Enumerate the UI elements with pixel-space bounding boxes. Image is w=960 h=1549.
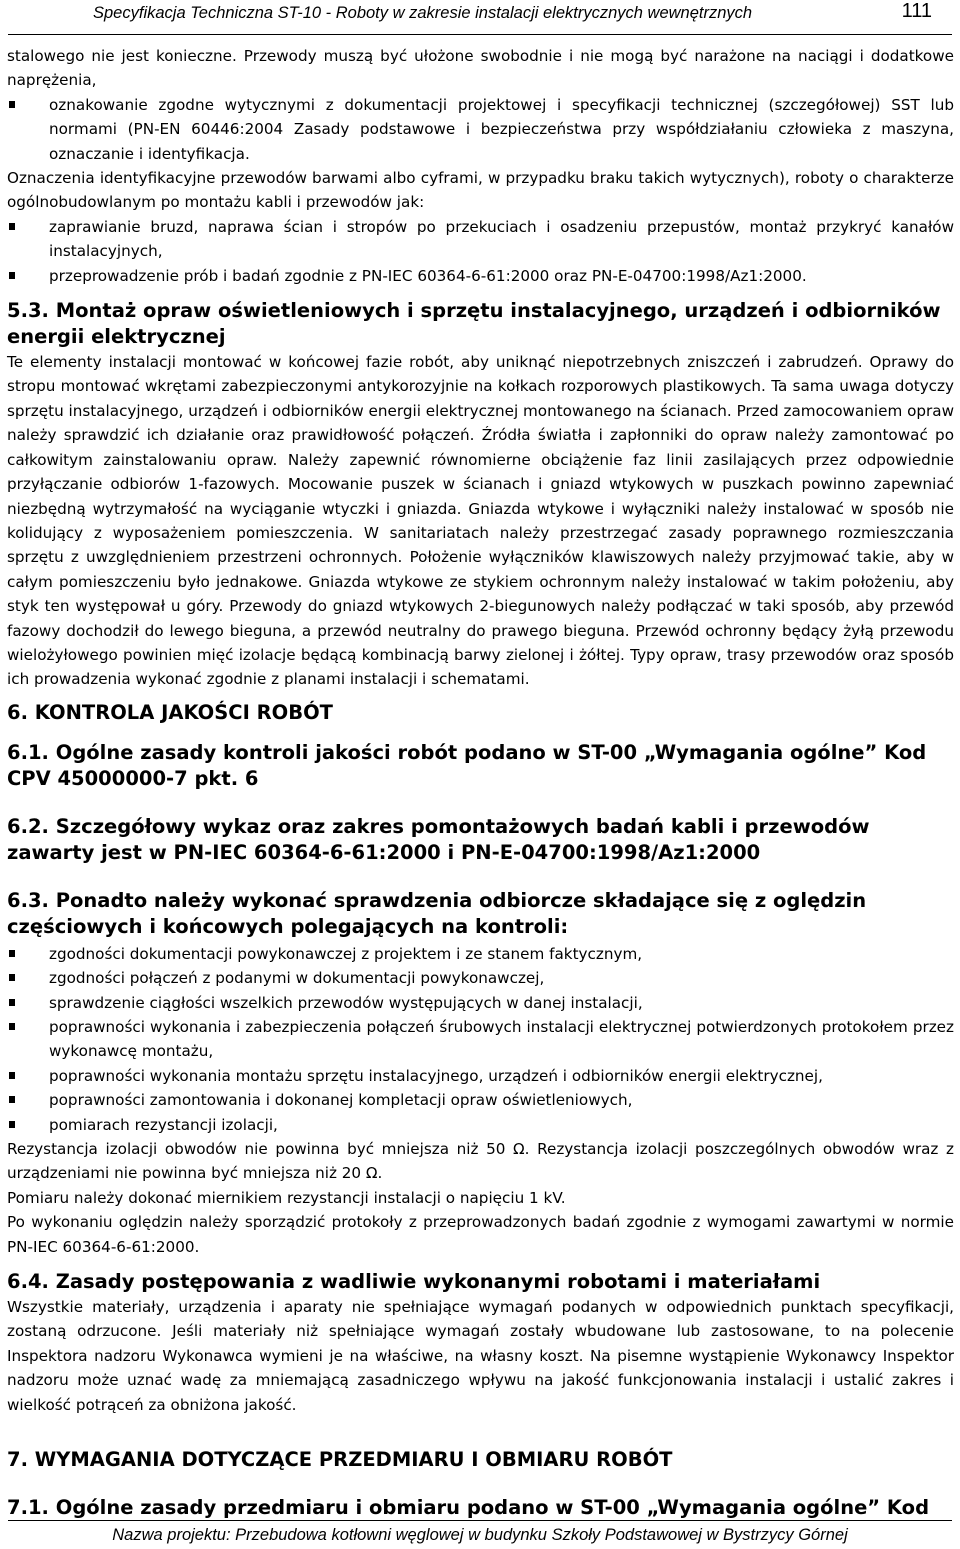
heading-6-3: 6.3. Ponadto należy wykonać sprawdzenia odbiorcze składające się z oględzin częściowych i końcowych polegających na kontroli: xyxy=(7,888,867,938)
bullet-item: zaprawianie bruzd, naprawa ścian i stropów po przekuciach i osadzeniu przepustów, montaż przykryć kanałów instalacyjnych, xyxy=(7,215,954,264)
heading-6-4: 6.4. Zasady postępowania z wadliwie wykonanymi robotami i materiałami xyxy=(7,1270,821,1294)
document-body xyxy=(7,44,954,1521)
paragraph-identification: Oznaczenia identyfikacyjne przewodów barwami albo cyframi, w przypadku braku takich wytycznych), roboty o charakterze ogólnobudowlanym po montażu kabli i przewodów jak: xyxy=(7,169,954,212)
bullet-item: poprawności zamontowania i dokonanej kompletacji opraw oświetleniowych, xyxy=(7,1088,954,1112)
paragraph-6-4: Wszystkie materiały, urządzenia i aparaty nie spełniające wymagań podanych w odpowiednich punktach specyfikacji, zostaną odrzucone. Jeśli materiały niż spełniające wymagań zostały wbudowane lub zastosowane, to na polecenie Inspektora nadzoru Wykonawca wymieni je na właściwe, na własny koszt. Na pisemne wystąpienie Wykonawcy Inspektor nadzoru może uznać wadę za mniemającą zasadniczego wpływu na jakość funkcjonowania instalacji i ustalić zakres i wielkość potrąceń za obniżona jakość. xyxy=(7,1298,954,1414)
page-number: 111 xyxy=(901,0,932,22)
heading-6-2: 6.2. Szczegółowy wykaz oraz zakres pomontażowych badań kabli i przewodów zawarty jest w PN-IEC 60364-6-61:2000 i PN-E-04700:1998/Az1:2000 xyxy=(7,814,870,864)
bullet-item: sprawdzenie ciągłości wszelkich przewodów występujących w danej instalacji, xyxy=(7,991,954,1015)
heading-5-3: 5.3. Montaż opraw oświetleniowych i sprzętu instalacyjnego, urządzeń i odbiorników energii elektrycznej xyxy=(7,299,941,349)
bullet-item: poprawności wykonania i zabezpieczenia połączeń śrubowych instalacji elektrycznej potwierdzonych protokołem przez wykonawcę montażu, xyxy=(7,1015,954,1064)
bullet-item: poprawności wykonania montażu sprzętu instalacyjnego, urządzeń i odbiorników energii elektrycznej, xyxy=(7,1064,954,1088)
bullet-item: zgodności połączeń z podanymi w dokumentacji powykonawczej, xyxy=(7,966,954,990)
bullet-marking: oznakowanie zgodne wytycznymi z dokumentacji projektowej i specyfikacji technicznej (szczegółowej) SST lub normami (PN-EN 60446:2004 Zasady podstawowe i bezpieczeństwa przy współdziałaniu człowieka z maszyna, oznaczanie i identyfikacja. xyxy=(7,93,954,166)
header-title: Specyfikacja Techniczna ST-10 - Roboty w zakresie instalacji elektrycznych wewnętrznych xyxy=(93,4,753,22)
heading-7: 7. WYMAGANIA DOTYCZĄCE PRZEDMIARU I OBMIARU ROBÓT xyxy=(7,1448,673,1472)
paragraph-protocols: Po wykonaniu oględzin należy sporządzić protokoły z przeprowadzonych badań zgodnie z wymogami zawartymi w normie PN-IEC 60364-6-61:2000. xyxy=(7,1213,954,1256)
page-footer: Nazwa projektu: Przebudowa kotłowni węglowej w budynku Szkoły Podstawowej w Bystrzycy Górnej xyxy=(8,1520,952,1545)
paragraph-resistance: Rezystancja izolacji obwodów nie powinna być mniejsza niż 50 Ω. Rezystancja izolacji poszczególnych obwodów wraz z urządzeniami nie powinna być mniejsza niż 20 Ω. xyxy=(7,1140,954,1183)
inspection-list xyxy=(7,942,954,1137)
paragraph-5-3: Te elementy instalacji montować w końcowej fazie robót, aby uniknąć niepotrzebnych zniszczeń i zabrudzeń. Oprawy do stropu montować wkrętami zabezpieczonymi antykorozyjnie na kołkach rozporowych plastikowych. Ta sama uwaga dotyczy sprzętu instalacyjnego, urządzeń i odbiorników energii elektrycznej montowanego na ścianach. Przed zamocowaniem opraw należy sprawdzić ich działanie oraz prawidłowość połączeń. Źródła światła i zapłonniki do opraw należy zamontować po całkowitym zainstalowaniu opraw. Należy zapewnić równomierne obciążenie faz linii zasilających przez odpowiednie przyłączanie odbiorów 1-fazowych. Mocowanie puszek w ścianach i gniazd wtykowych w puszkach powinno zapewniać niezbędną wytrzymałość na wyciąganie wtyczki i gniazda. Gniazda wtykowe i wyłączniki należy instalować w sposób nie kolidujący z wyposażeniem pomieszczenia. W sanitariatach należy przestrzegać zasady poprawnego rozmieszczania sprzętu z uwzględnieniem przestrzeni ochronnych. Położenie wyłączników klawiszowych należy przyjmować takie, aby w całym pomieszczeniu było jednakowe. Gniazda wtykowe ze stykiem ochronnym należy instalować w takim położeniu, aby styk ten występował u góry. Przewody do gniazd wtykowych 2-biegunowych należy podłączać w taki sposób, aby przewód fazowy dochodził do lewego bieguna, a przewód neutralny do prawego bieguna. Przewód ochronny będący żyłą przewodu wielożyłowego powinien mięć izolacje będącą kombinacją barwy zielonej i żółtej. Typy opraw, trasy przewodów oraz sposób ich prowadzenia wykonać zgodnie z planami instalacji i schematami. xyxy=(7,353,954,689)
bullet-item: zgodności dokumentacji powykonawczej z projektem i ze stanem faktycznym, xyxy=(7,942,954,966)
paragraph-continuation: stalowego nie jest konieczne. Przewody muszą być ułożone swobodnie i nie mogą być narażone na naciągi i dodatkowe naprężenia, xyxy=(7,47,954,90)
paragraph-measurement: Pomiaru należy dokonać miernikiem rezystancji instalacji o napięciu 1 kV. xyxy=(7,1188,566,1207)
bullet-item: przeprowadzenie prób i badań zgodnie z PN-IEC 60364-6-61:2000 oraz PN-E-04700:1998/Az1:2000. xyxy=(7,264,954,288)
heading-6-1: 6.1. Ogólne zasady kontroli jakości robót podano w ST-00 „Wymagania ogólne” Kod CPV 45000000-7 pkt. 6 xyxy=(7,740,927,790)
page-header xyxy=(8,0,952,35)
bullet-item: pomiarach rezystancji izolacji, xyxy=(7,1113,954,1137)
heading-7-1: 7.1. Ogólne zasady przedmiaru i obmiaru podano w ST-00 „Wymagania ogólne” Kod xyxy=(7,1496,930,1520)
heading-6: 6. KONTROLA JAKOŚCI ROBÓT xyxy=(7,700,333,724)
